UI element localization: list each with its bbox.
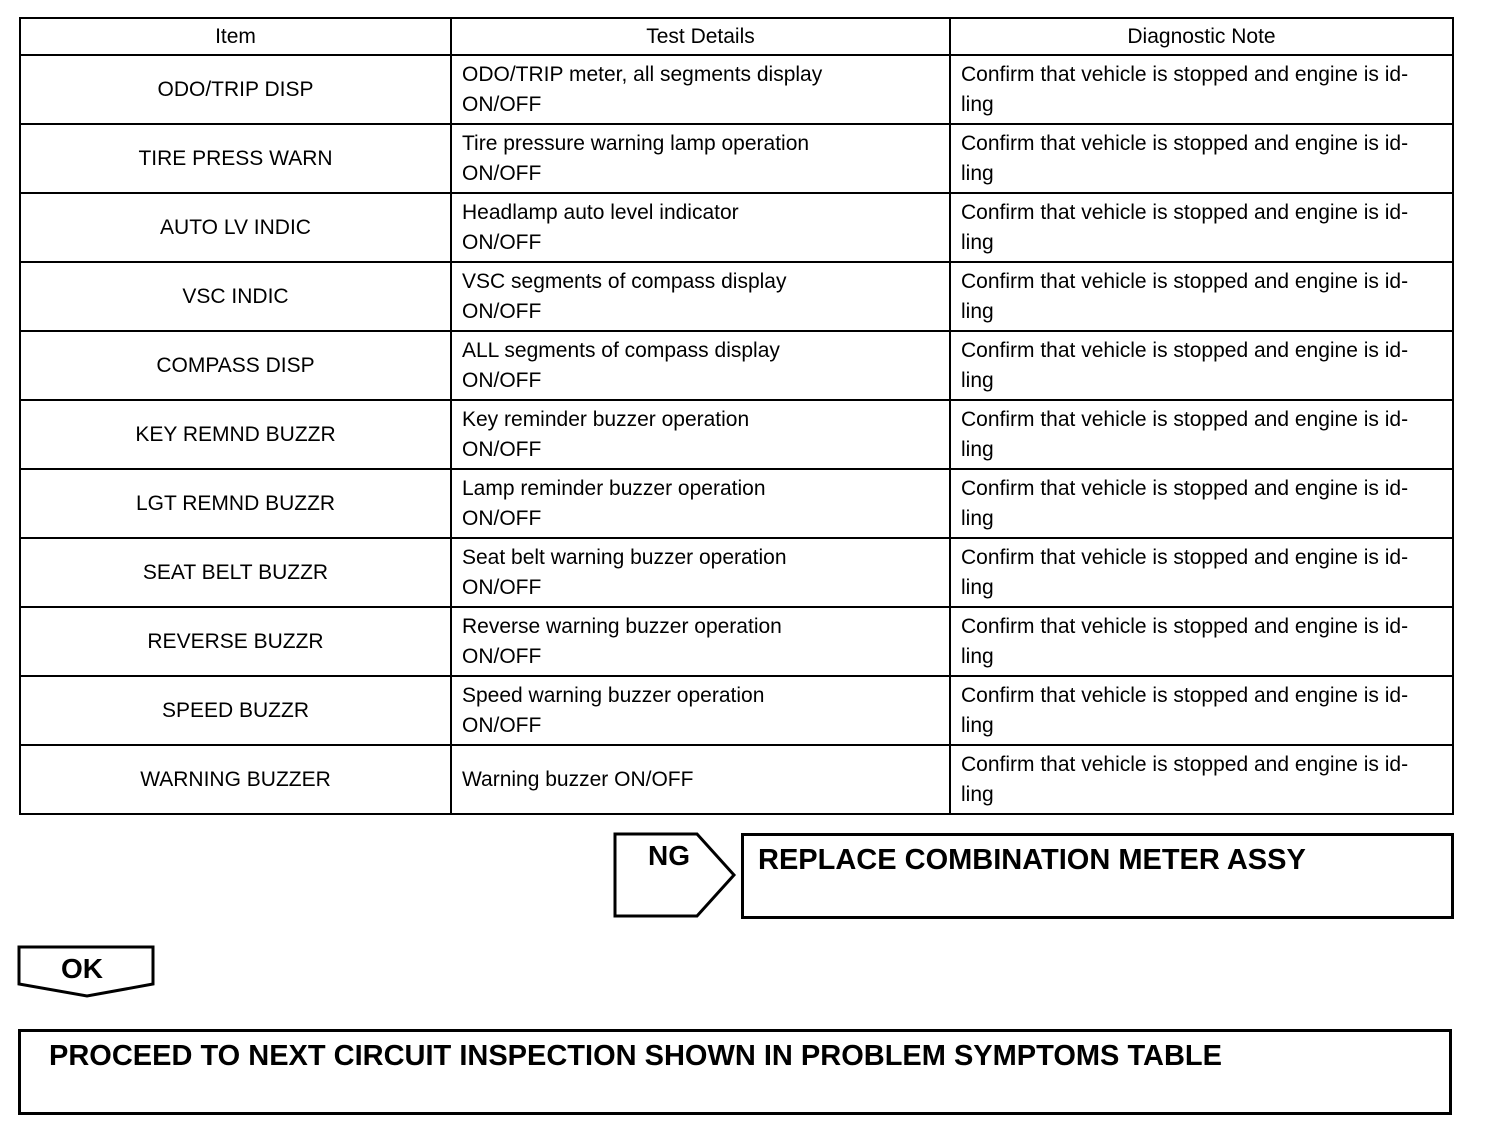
test-details-line: ON/OFF [462,161,542,185]
item-cell: AUTO LV INDIC [20,193,451,262]
ng-action-box [741,833,1454,919]
diagnostic-note-cell [950,331,1453,400]
table-row [20,193,1453,262]
note-line: ling [961,506,994,530]
test-details-cell [451,469,950,538]
table-row [20,607,1453,676]
test-details-line: Seat belt warning buzzer operation [462,545,787,569]
test-details-line: ON/OFF [462,644,542,668]
test-details-line: Warning buzzer ON/OFF [462,767,694,791]
test-details-line: ON/OFF [462,368,542,392]
test-details-line: Speed warning buzzer operation [462,683,765,707]
test-details-line: Lamp reminder buzzer operation [462,476,766,500]
note-line: Confirm that vehicle is stopped and engine is id- [961,269,1409,293]
test-details-line: ON/OFF [462,575,542,599]
diagnostic-note-cell [950,55,1453,124]
note-line: Confirm that vehicle is stopped and engine is id- [961,200,1409,224]
diagnostic-table [19,17,1454,815]
note-line: ling [961,368,994,392]
note-line: Confirm that vehicle is stopped and engine is id- [961,338,1409,362]
ng-label: NG [648,840,690,871]
test-details-line: ON/OFF [462,506,542,530]
ok-action-text: PROCEED TO NEXT CIRCUIT INSPECTION SHOWN IN PROBLEM SYMPTOMS TABLE [49,1040,1222,1072]
test-details-cell [451,745,950,814]
test-details-cell [451,55,950,124]
table-row [20,469,1453,538]
item-cell: SEAT BELT BUZZR [20,538,451,607]
table-row [20,55,1453,124]
diagnostic-note-cell [950,400,1453,469]
note-line: ling [961,299,994,323]
table-row [20,745,1453,814]
diagnostic-note-cell [950,607,1453,676]
note-line: Confirm that vehicle is stopped and engine is id- [961,683,1409,707]
note-line: ling [961,644,994,668]
ng-action-text: REPLACE COMBINATION METER ASSY [758,844,1306,876]
test-details-line: Tire pressure warning lamp operation [462,131,810,155]
test-details-cell [451,193,950,262]
item-cell: ODO/TRIP DISP [20,55,451,124]
header-test-details: Test Details [451,18,950,55]
item-cell: SPEED BUZZR [20,676,451,745]
note-line: ling [961,92,994,116]
note-line: ling [961,230,994,254]
diagnostic-note-cell [950,469,1453,538]
note-line: Confirm that vehicle is stopped and engine is id- [961,407,1409,431]
test-details-line: VSC segments of compass display [462,269,787,293]
test-details-line: ODO/TRIP meter, all segments display [462,62,823,86]
test-details-cell [451,262,950,331]
test-details-line: ON/OFF [462,299,542,323]
test-details-cell [451,676,950,745]
table-row [20,262,1453,331]
diagnostic-note-cell [950,124,1453,193]
note-line: ling [961,161,994,185]
test-details-line: ON/OFF [462,437,542,461]
item-cell: TIRE PRESS WARN [20,124,451,193]
item-cell: LGT REMND BUZZR [20,469,451,538]
test-details-line: ON/OFF [462,92,542,116]
note-line: Confirm that vehicle is stopped and engine is id- [961,62,1409,86]
diagnostic-note-cell [950,745,1453,814]
diagnostic-note-cell [950,538,1453,607]
ok-action-box [18,1029,1452,1115]
ok-label: OK [61,953,103,984]
header-diagnostic-note: Diagnostic Note [950,18,1453,55]
test-details-line: Reverse warning buzzer operation [462,614,782,638]
test-details-line: ON/OFF [462,230,542,254]
table-row [20,124,1453,193]
note-line: Confirm that vehicle is stopped and engine is id- [961,545,1409,569]
note-line: ling [961,437,994,461]
test-details-cell [451,400,950,469]
note-line: Confirm that vehicle is stopped and engine is id- [961,131,1409,155]
test-details-line: Headlamp auto level indicator [462,200,739,224]
table-row [20,331,1453,400]
diagnostic-note-cell [950,193,1453,262]
note-line: Confirm that vehicle is stopped and engine is id- [961,476,1409,500]
note-line: ling [961,713,994,737]
test-details-line: ON/OFF [462,713,542,737]
item-cell: VSC INDIC [20,262,451,331]
note-line: ling [961,782,994,806]
note-line: Confirm that vehicle is stopped and engine is id- [961,614,1409,638]
table-row [20,676,1453,745]
note-line: ling [961,575,994,599]
test-details-line: Key reminder buzzer operation [462,407,750,431]
note-line: Confirm that vehicle is stopped and engine is id- [961,752,1409,776]
table-row [20,400,1453,469]
diagnostic-note-cell [950,262,1453,331]
test-details-cell [451,607,950,676]
header-item: Item [20,18,451,55]
item-cell: KEY REMND BUZZR [20,400,451,469]
test-details-cell [451,538,950,607]
table-header-row [20,18,1453,55]
item-cell: REVERSE BUZZR [20,607,451,676]
diagnostic-note-cell [950,676,1453,745]
table-row [20,538,1453,607]
test-details-cell [451,331,950,400]
test-details-line: ALL segments of compass display [462,338,780,362]
test-details-cell [451,124,950,193]
item-cell: COMPASS DISP [20,331,451,400]
item-cell: WARNING BUZZER [20,745,451,814]
